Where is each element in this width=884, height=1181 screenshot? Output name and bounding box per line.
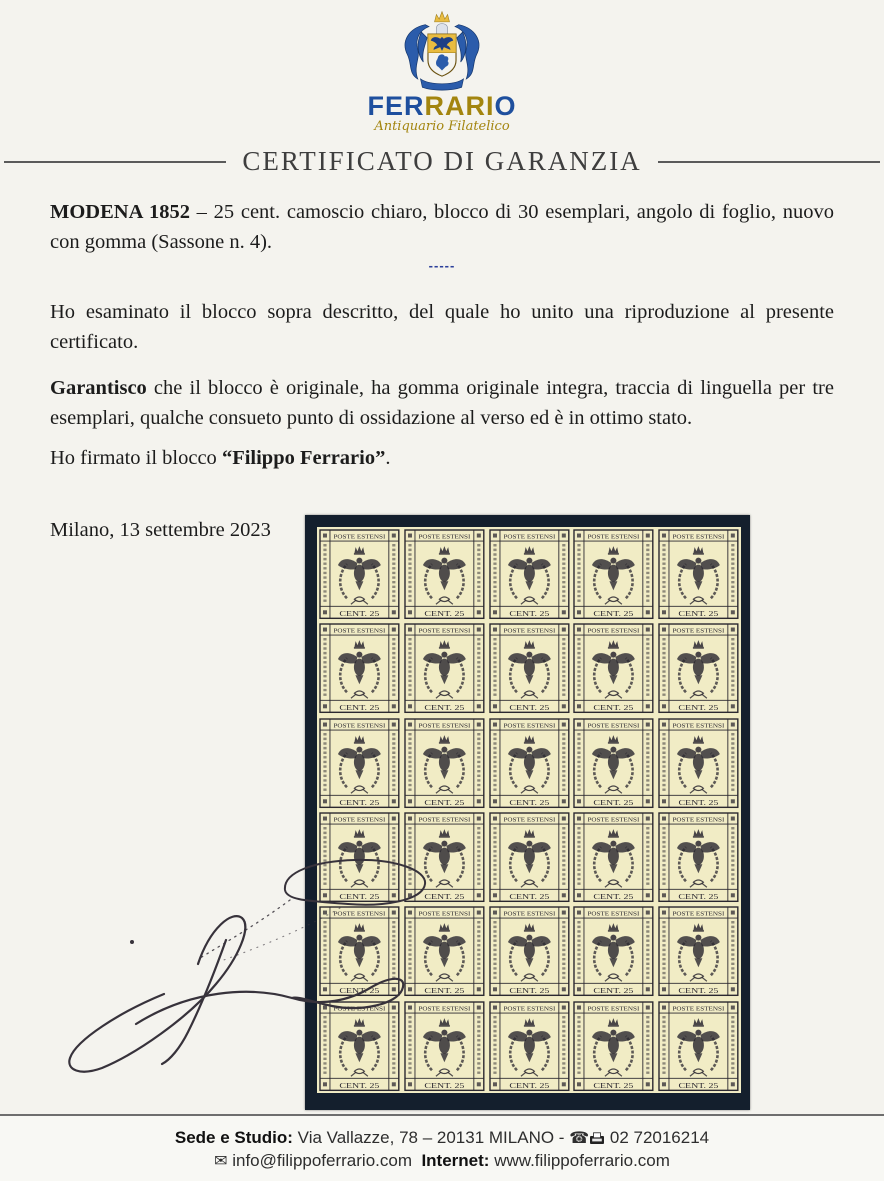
stamp	[317, 810, 402, 904]
logo-part: O	[494, 91, 517, 121]
stamp	[571, 999, 656, 1093]
stamp	[317, 527, 402, 621]
svg-text:POSTE ESTENSI: POSTE ESTENSI	[503, 816, 555, 824]
stamp	[571, 716, 656, 810]
stamp	[571, 904, 656, 998]
guarantee-text: che il blocco è originale, ha gomma originale integra, traccia di linguella per tre esemplari, qualche consueto punto di ossidazione al verso ed è in ottimo stato.	[50, 377, 834, 430]
svg-text:CENT. 25: CENT. 25	[593, 609, 635, 618]
svg-text:CENT. 25: CENT. 25	[339, 798, 380, 807]
svg-text:POSTE ESTENSI: POSTE ESTENSI	[672, 1005, 725, 1013]
fax-icon	[589, 1132, 605, 1145]
stamp	[402, 621, 487, 715]
svg-text:CENT. 25: CENT. 25	[509, 1081, 550, 1090]
svg-text:POSTE ESTENSI: POSTE ESTENSI	[418, 1005, 471, 1013]
stamp	[487, 527, 572, 621]
stamp	[402, 904, 487, 998]
stamp	[656, 999, 741, 1093]
svg-text:CENT. 25: CENT. 25	[424, 704, 465, 713]
svg-text:POSTE ESTENSI: POSTE ESTENSI	[672, 627, 725, 635]
logo-wordmark	[0, 93, 884, 120]
svg-text:POSTE ESTENSI: POSTE ESTENSI	[672, 722, 725, 730]
phone-icon: ☎	[569, 1128, 590, 1147]
footer-internet-label: Internet:	[421, 1151, 490, 1170]
svg-text:POSTE ESTENSI: POSTE ESTENSI	[503, 910, 555, 918]
stamp	[402, 716, 487, 810]
footer	[0, 1114, 884, 1181]
svg-text:CENT. 25: CENT. 25	[678, 798, 720, 807]
signer-name: “Filippo Ferrario”	[221, 447, 386, 470]
guarantee-paragraph	[50, 373, 834, 433]
svg-text:CENT. 25: CENT. 25	[509, 798, 550, 807]
svg-text:CENT. 25: CENT. 25	[424, 609, 465, 618]
svg-text:POSTE ESTENSI: POSTE ESTENSI	[333, 816, 386, 824]
logo-subtitle: Antiquario Filatelico	[374, 119, 510, 134]
svg-text:POSTE ESTENSI: POSTE ESTENSI	[587, 816, 640, 824]
stamp	[656, 716, 741, 810]
svg-text:POSTE ESTENSI: POSTE ESTENSI	[587, 533, 640, 541]
svg-text:CENT. 25: CENT. 25	[593, 704, 635, 713]
guarantee-keyword: Garantisco	[50, 377, 147, 400]
signed-text: Ho firmato il blocco	[50, 447, 222, 470]
stamp	[402, 999, 487, 1093]
stamp	[317, 621, 402, 715]
svg-text:CENT. 25: CENT. 25	[424, 1081, 465, 1090]
svg-text:CENT. 25: CENT. 25	[678, 892, 720, 901]
footer-url: www.filippoferrario.com	[494, 1151, 670, 1170]
svg-text:POSTE ESTENSI: POSTE ESTENSI	[587, 722, 640, 730]
stamp	[402, 810, 487, 904]
stamp	[656, 810, 741, 904]
title-row	[0, 146, 884, 177]
svg-text:POSTE ESTENSI: POSTE ESTENSI	[503, 627, 555, 635]
svg-text:CENT. 25: CENT. 25	[678, 704, 720, 713]
certificate-body	[50, 197, 834, 545]
svg-text:POSTE ESTENSI: POSTE ESTENSI	[418, 910, 471, 918]
stamp	[656, 621, 741, 715]
page-title: CERTIFICATO DI GARANZIA	[242, 146, 642, 177]
title-rule-left	[4, 161, 226, 163]
svg-text:POSTE ESTENSI: POSTE ESTENSI	[587, 1005, 640, 1013]
svg-text:POSTE ESTENSI: POSTE ESTENSI	[418, 722, 471, 730]
stamp	[402, 527, 487, 621]
envelope-icon: ✉	[214, 1151, 228, 1170]
stamp	[571, 621, 656, 715]
examination-paragraph: Ho esaminato il blocco sopra descritto, del quale ho unito una riproduzione al presente certificato.	[50, 301, 834, 354]
svg-text:POSTE ESTENSI: POSTE ESTENSI	[503, 722, 555, 730]
svg-text:POSTE ESTENSI: POSTE ESTENSI	[333, 627, 386, 635]
svg-text:POSTE ESTENSI: POSTE ESTENSI	[587, 627, 640, 635]
svg-text:CENT. 25: CENT. 25	[593, 1081, 635, 1090]
svg-text:CENT. 25: CENT. 25	[424, 798, 465, 807]
stamp	[571, 810, 656, 904]
stamp	[317, 904, 402, 998]
stamp	[656, 904, 741, 998]
stamp	[487, 904, 572, 998]
description-text: – 25 cent. camoscio chiaro, blocco di 30 esemplari, angolo di foglio, nuovo con gomma (Sassone n. 4).	[50, 201, 835, 254]
stamp	[571, 527, 656, 621]
footer-address-text: Via Vallazze, 78 – 20131 MILANO -	[292, 1128, 570, 1147]
svg-text:POSTE ESTENSI: POSTE ESTENSI	[418, 627, 471, 635]
stamp	[317, 716, 402, 810]
signed-period: .	[385, 447, 391, 470]
svg-text:POSTE ESTENSI: POSTE ESTENSI	[587, 910, 640, 918]
svg-text:POSTE ESTENSI: POSTE ESTENSI	[418, 816, 471, 824]
signed-paragraph	[50, 443, 834, 473]
logo-part: RARI	[424, 91, 495, 121]
stamp-sheet	[317, 527, 741, 1093]
svg-text:POSTE ESTENSI: POSTE ESTENSI	[503, 533, 555, 541]
title-rule-right	[658, 161, 880, 163]
stamp	[487, 999, 572, 1093]
svg-text:CENT. 25: CENT. 25	[424, 892, 465, 901]
svg-text:CENT. 25: CENT. 25	[509, 609, 550, 618]
svg-text:POSTE ESTENSI: POSTE ESTENSI	[672, 533, 725, 541]
svg-text:POSTE ESTENSI: POSTE ESTENSI	[333, 910, 386, 918]
footer-contact-line	[0, 1151, 884, 1171]
footer-email: info@filippoferrario.com	[232, 1151, 412, 1170]
stamp	[656, 527, 741, 621]
svg-text:CENT. 25: CENT. 25	[339, 704, 380, 713]
logo-part: FER	[367, 91, 425, 121]
stamp	[487, 621, 572, 715]
svg-text:CENT. 25: CENT. 25	[339, 892, 380, 901]
svg-text:POSTE ESTENSI: POSTE ESTENSI	[672, 910, 725, 918]
stamp	[487, 716, 572, 810]
svg-text:CENT. 25: CENT. 25	[509, 892, 550, 901]
svg-text:POSTE ESTENSI: POSTE ESTENSI	[333, 533, 386, 541]
svg-text:POSTE ESTENSI: POSTE ESTENSI	[333, 722, 386, 730]
footer-address-label: Sede e Studio:	[174, 1128, 293, 1147]
svg-text:CENT. 25: CENT. 25	[339, 987, 380, 996]
svg-text:CENT. 25: CENT. 25	[678, 1081, 720, 1090]
svg-text:POSTE ESTENSI: POSTE ESTENSI	[503, 1005, 555, 1013]
footer-address-line	[0, 1128, 884, 1148]
svg-text:POSTE ESTENSI: POSTE ESTENSI	[672, 816, 725, 824]
svg-text:CENT. 25: CENT. 25	[339, 609, 380, 618]
svg-text:CENT. 25: CENT. 25	[593, 798, 635, 807]
ferrario-crest-icon	[392, 6, 492, 92]
svg-text:CENT. 25: CENT. 25	[509, 704, 550, 713]
svg-text:CENT. 25: CENT. 25	[593, 987, 635, 996]
header	[0, 0, 884, 177]
svg-text:CENT. 25: CENT. 25	[593, 892, 635, 901]
date-line: Milano, 13 settembre 2023	[50, 519, 271, 542]
svg-text:CENT. 25: CENT. 25	[509, 987, 550, 996]
blue-dash-divider: -----	[428, 258, 456, 274]
svg-text:POSTE ESTENSI: POSTE ESTENSI	[333, 1005, 386, 1013]
stamp-photo	[305, 515, 750, 1110]
svg-text:CENT. 25: CENT. 25	[424, 987, 465, 996]
description-paragraph	[50, 197, 834, 257]
svg-text:POSTE ESTENSI: POSTE ESTENSI	[418, 533, 471, 541]
stamp	[317, 999, 402, 1093]
description-title: MODENA 1852	[50, 201, 190, 224]
svg-text:CENT. 25: CENT. 25	[339, 1081, 380, 1090]
stamp	[487, 810, 572, 904]
footer-phone-number: 02 72016214	[609, 1128, 710, 1147]
svg-text:CENT. 25: CENT. 25	[678, 609, 720, 618]
svg-text:CENT. 25: CENT. 25	[678, 987, 720, 996]
